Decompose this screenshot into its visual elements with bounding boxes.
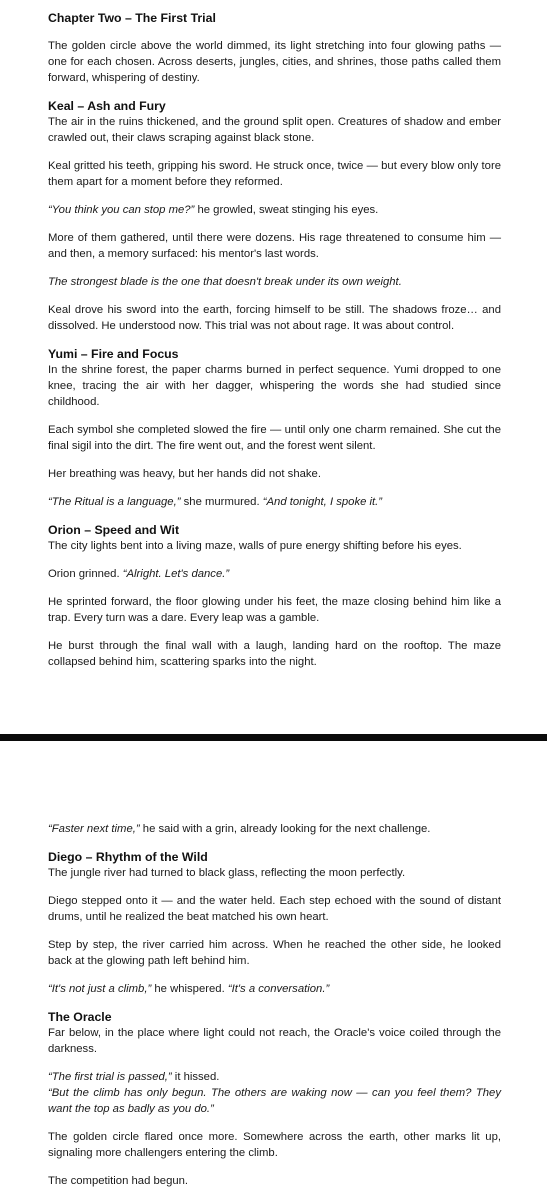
keal-paragraph-5: The strongest blade is the one that doesn't break under its own weight. (48, 276, 402, 288)
oracle-paragraph-5: The competition had begun. (48, 1175, 189, 1187)
orion-closing-quote: “Faster next time,” (48, 823, 140, 835)
orion-closing-text: he said with a grin, already looking for the next challenge. (139, 823, 431, 835)
orion-quote: “Alright. Let's dance.” (122, 568, 230, 580)
keal-paragraph-1: The air in the ruins thickened, and the ground split open. Creatures of shadow and ember crawled out, their claws scraping against black stone. (48, 116, 501, 144)
keal-quote-tag: he growled, sweat stinging his eyes. (194, 204, 379, 216)
oracle-paragraph-1: Far below, in the place where light could not reach, the Oracle's voice coiled through the darkness. (48, 1027, 501, 1055)
orion-paragraph-4: He burst through the final wall with a laugh, landing hard on the rooftop. The maze collapsed behind him, scattering sparks into the night. (48, 640, 501, 668)
page-divider (0, 734, 547, 741)
intro-paragraph: The golden circle above the world dimmed, its light stretching into four glowing paths — one for each chosen. Across deserts, jungles, cities, and shrines, those paths called them forward, whispering of destiny. (48, 40, 501, 84)
yumi-quote-2: “And tonight, I spoke it.” (262, 496, 383, 508)
section-heading-orion: Orion – Speed and Wit (48, 523, 180, 537)
diego-paragraph-4 (48, 981, 501, 997)
yumi-paragraph-4 (48, 494, 501, 510)
yumi-quote-tag: she murmured. (180, 496, 263, 508)
keal-quote: “You think you can stop me?” (48, 204, 195, 216)
diego-paragraph-3: Step by step, the river carried him across. When he reached the other side, he looked back at the glowing path left behind him. (48, 939, 501, 967)
orion-closing-paragraph (48, 821, 501, 837)
orion-grin-text: Orion grinned. (48, 568, 123, 580)
diego-paragraph-2: Diego stepped onto it — and the water held. Each step echoed with the sound of distant drums, until he realized the beat matched his own heart. (48, 895, 501, 923)
oracle-quote-tag: it hissed. (171, 1071, 220, 1083)
keal-paragraph-6: Keal drove his sword into the earth, forcing himself to be still. The shadows froze… and dissolved. He understood now. This trial was not about rage. It was about control. (48, 304, 501, 332)
keal-paragraph-4: More of them gathered, until there were dozens. His rage threatened to consume him — and then, a memory surfaced: his mentor's last words. (48, 232, 501, 260)
oracle-paragraph-3: “But the climb has only begun. The others are waking now — can you feel them? They want the top as badly as you do.” (48, 1087, 501, 1115)
oracle-paragraph-4: The golden circle flared once more. Somewhere across the earth, other marks lit up, signaling more challengers entering the climb. (48, 1131, 501, 1159)
section-heading-diego: Diego – Rhythm of the Wild (48, 850, 208, 864)
document-page-bottom (0, 741, 547, 1200)
keal-paragraph-3 (48, 202, 501, 218)
oracle-paragraph-2 (48, 1069, 501, 1085)
diego-quote-tag: he whispered. (151, 983, 228, 995)
diego-quote-2: “It's a conversation.” (227, 983, 330, 995)
yumi-paragraph-2: Each symbol she completed slowed the fire — until only one charm remained. She cut the final sigil into the dirt. The fire went out, and the forest went silent. (48, 424, 501, 452)
yumi-paragraph-1: In the shrine forest, the paper charms burned in perfect sequence. Yumi dropped to one knee, tracing the air with her dagger, whispering the words she had studied since childhood. (48, 364, 501, 408)
orion-paragraph-1: The city lights bent into a living maze, walls of pure energy shifting before his eyes. (48, 540, 462, 552)
yumi-quote-1: “The Ritual is a language,” (48, 496, 181, 508)
section-heading-oracle: The Oracle (48, 1010, 112, 1024)
orion-paragraph-3: He sprinted forward, the floor glowing under his feet, the maze closing behind him like a trap. Every turn was a dare. Every leap was a gamble. (48, 596, 501, 624)
orion-paragraph-2 (48, 566, 501, 582)
yumi-paragraph-3: Her breathing was heavy, but her hands did not shake. (48, 468, 321, 480)
oracle-quote-1: “The first trial is passed,” (48, 1071, 172, 1083)
section-heading-yumi: Yumi – Fire and Focus (48, 347, 179, 361)
diego-quote-1: “It's not just a climb,” (48, 983, 152, 995)
section-heading-keal: Keal – Ash and Fury (48, 99, 166, 113)
diego-paragraph-1: The jungle river had turned to black glass, reflecting the moon perfectly. (48, 867, 406, 879)
chapter-title: Chapter Two – The First Trial (48, 11, 216, 25)
keal-paragraph-2: Keal gritted his teeth, gripping his sword. He struck once, twice — but every blow only tore them apart for a moment before they reformed. (48, 160, 501, 188)
